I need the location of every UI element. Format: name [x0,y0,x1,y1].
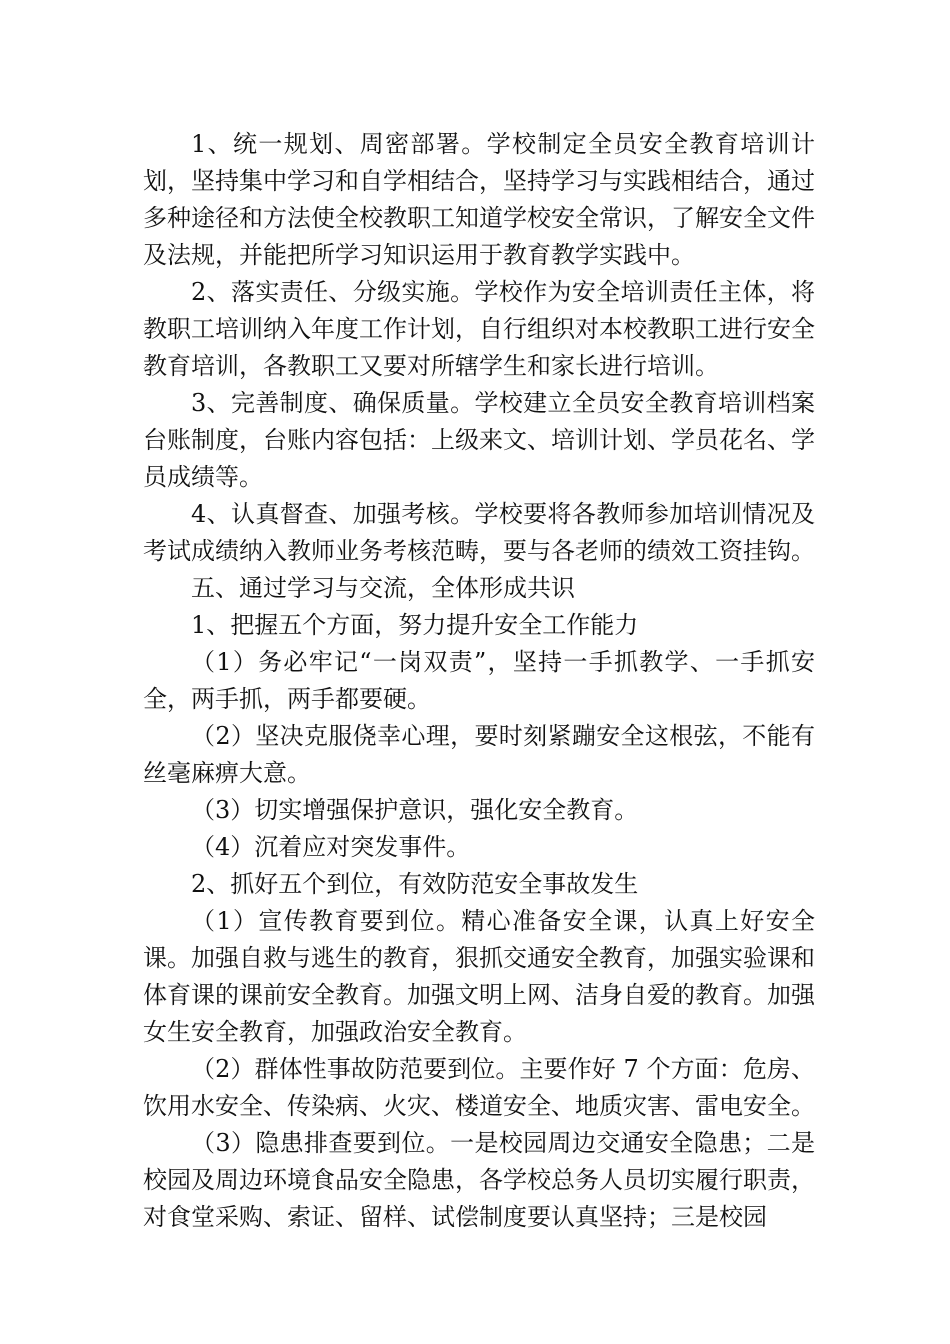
list-item-1-1: （1）务必牢记“一岗双责”，坚持一手抓教学、一手抓安全，两手抓，两手都要硬。 [143,648,815,713]
document-body [143,126,815,1236]
paragraph-4: 4、认真督查、加强考核。学校要将各教师参加培训情况及考试成绩纳入教师业务考核范畴，要与各老师的绩效工资挂钩。 [143,500,815,565]
list-item-1-3: （3）切实增强保护意识，强化安全教育。 [191,796,639,824]
list-item-2-1: （1）宣传教育要到位。精心准备安全课，认真上好安全课。加强自救与逃生的教育，狠抓交通安全教育，加强实验课和体育课的课前安全教育。加强文明上网、洁身自爱的教育。加强女生安全教育，加强政治安全教育。 [143,907,815,1046]
list-item-1-4: （4）沉着应对突发事件。 [191,833,471,861]
paragraph-2: 2、落实责任、分级实施。学校作为安全培训责任主体，将教职工培训纳入年度工作计划，自行组织对本校教职工进行安全教育培训，各教职工又要对所辖学生和家长进行培训。 [143,278,815,380]
subheading-1: 1、把握五个方面，努力提升安全工作能力 [191,611,639,639]
list-item-2-3: （3）隐患排查要到位。一是校园周边交通安全隐患；二是校园及周边环境食品安全隐患，各学校总务人员切实履行职责，对食堂采购、索证、留样、试偿制度要认真坚持；三是校园 [143,1129,815,1231]
section-heading-5: 五、通过学习与交流，全体形成共识 [191,574,575,602]
paragraph-3: 3、完善制度、确保质量。学校建立全员安全教育培训档案台账制度，台账内容包括：上级来文、培训计划、学员花名、学员成绩等。 [143,389,815,491]
paragraph-1: 1、统一规划、周密部署。学校制定全员安全教育培训计划，坚持集中学习和自学相结合，坚持学习与实践相结合，通过多种途径和方法使全校教职工知道学校安全常识，了解安全文件及法规，并能把所学习知识运用于教育教学实践中。 [143,130,815,269]
list-item-1-2: （2）坚决克服侥幸心理，要时刻紧蹦安全这根弦，不能有丝毫麻痹大意。 [143,722,815,787]
subheading-2: 2、抓好五个到位，有效防范安全事故发生 [191,870,639,898]
list-item-2-2: （2）群体性事故防范要到位。主要作好 7 个方面：危房、饮用水安全、传染病、火灾、楼道安全、地质灾害、雷电安全。 [143,1055,815,1120]
